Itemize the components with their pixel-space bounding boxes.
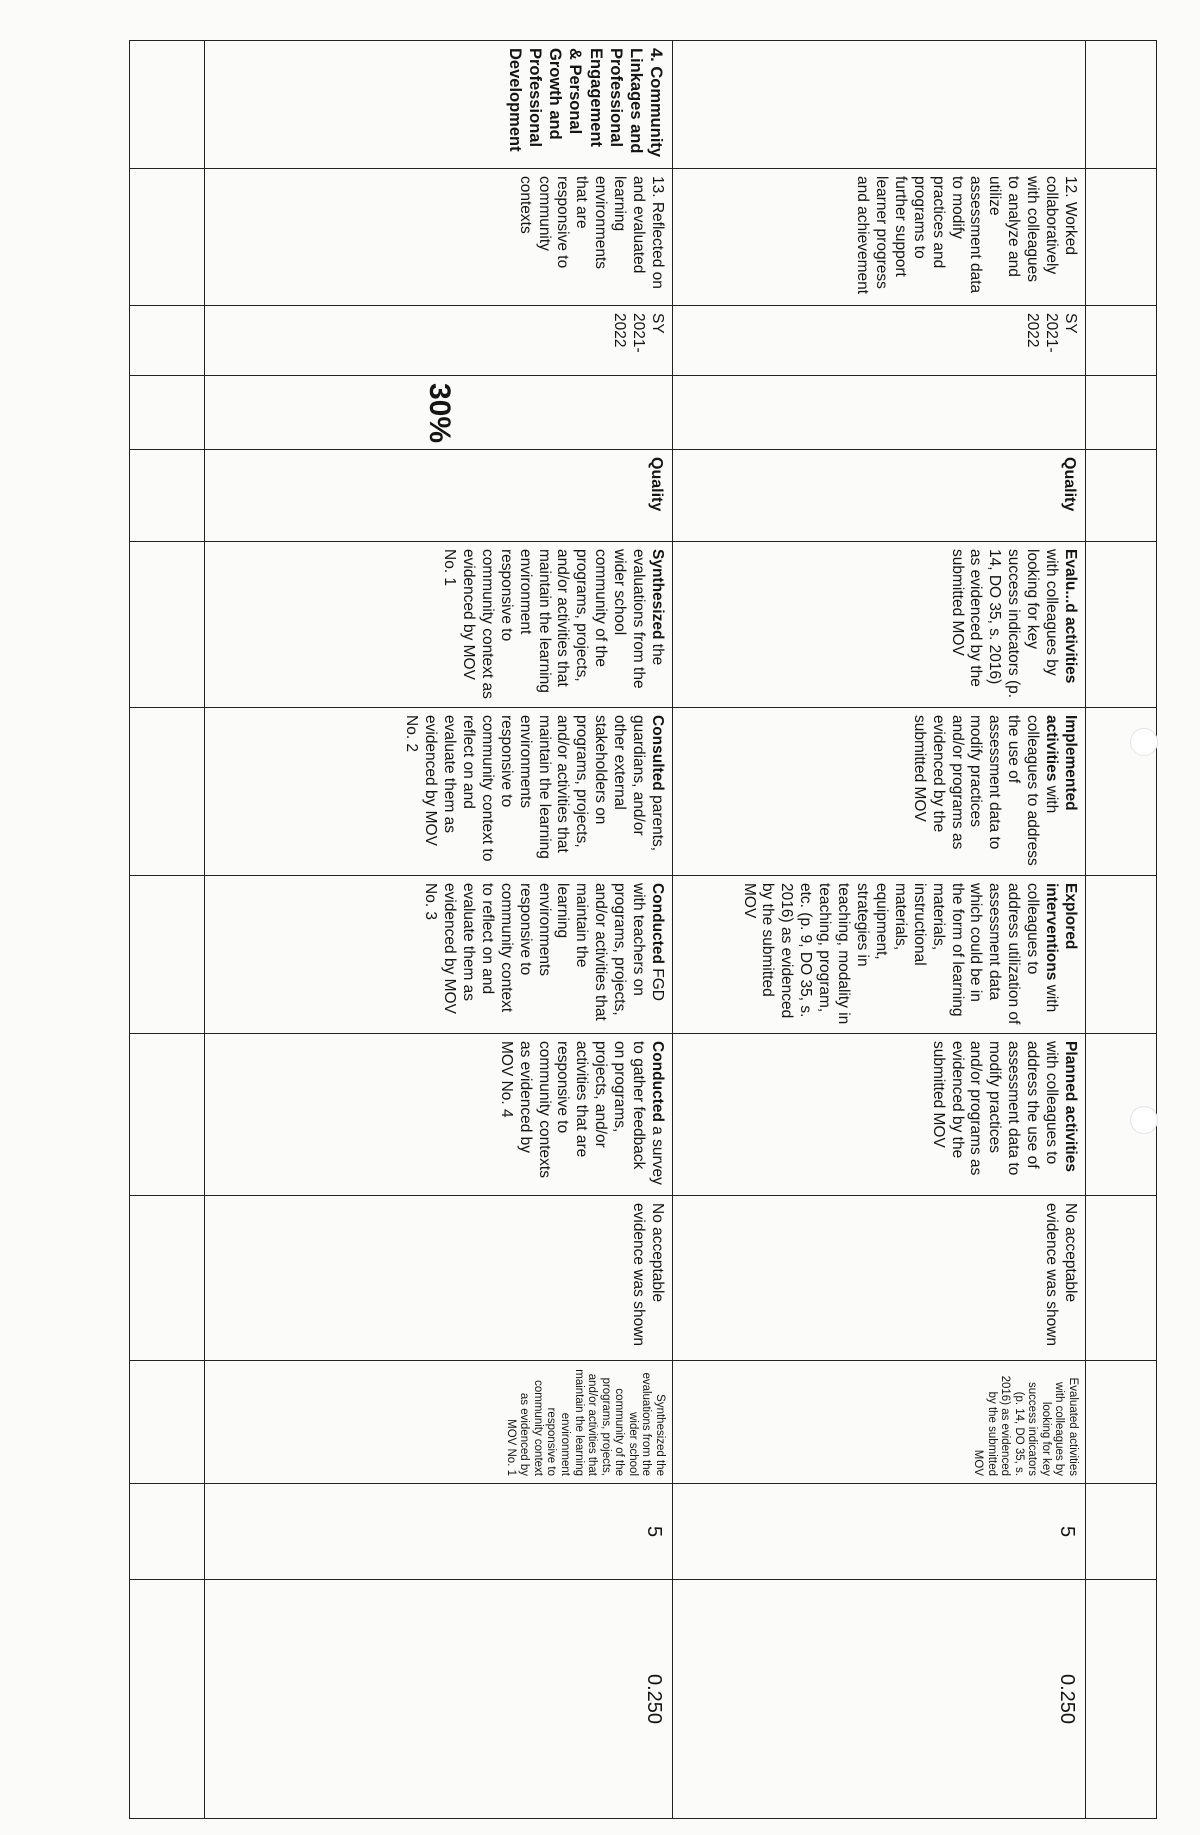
blank-cell — [130, 169, 205, 306]
level3-lead: Conducted — [649, 883, 666, 964]
rating-cell: 5 — [673, 1484, 1086, 1580]
table-row-bottom — [130, 41, 205, 1819]
level4-text: with colleagues to address the use of assessment data to modify practices and/or programs as evidenced by the submitted MOV — [910, 715, 1061, 866]
level1-cell: No acceptable evidence was shown — [673, 1196, 1086, 1361]
level2-text: a survey to gather feedback on programs, projects, and/or activities that are responsive to community contexts as evidenced by MOV No. 4 — [497, 1041, 666, 1185]
punch-hole-mark — [1130, 1106, 1158, 1134]
blank-cell — [1086, 41, 1157, 169]
blank-cell — [1086, 542, 1157, 708]
blank-cell — [1086, 1484, 1157, 1580]
level2-cell — [673, 1034, 1086, 1196]
ipcrf-table-sheet — [182, 40, 1157, 1818]
level2-text: with colleagues to address the use of assessment data to modify practices and/or programs as evidenced by the submitted MOV — [929, 1041, 1061, 1176]
level3-cell — [205, 876, 673, 1034]
blank-cell — [1086, 376, 1157, 450]
level2-lead: Planned activities — [1062, 1041, 1079, 1172]
level5-text: with colleagues by looking for key success indicators (p. 14, DO 35, s. 2016) as evidenced by the submitted MOV — [948, 549, 1061, 699]
dimension-cell: Quality — [205, 450, 673, 542]
score-cell: 0.250 — [205, 1580, 673, 1819]
kra-cell — [673, 41, 1086, 169]
dimension-cell: Quality — [673, 450, 1086, 542]
level4-cell — [673, 708, 1086, 876]
weight-cell: 30% — [205, 376, 673, 450]
level3-lead: Explored interventions — [1043, 883, 1079, 981]
blank-cell — [1086, 450, 1157, 542]
blank-cell — [130, 1580, 205, 1819]
blank-cell — [130, 542, 205, 708]
table-row-objective-12 — [673, 41, 1086, 1819]
level1-cell: No acceptable evidence was shown — [205, 1196, 673, 1361]
level2-lead: Conducted — [649, 1041, 666, 1122]
blank-cell — [130, 1196, 205, 1361]
blank-cell — [130, 41, 205, 169]
kra-cell: 4. Community Linkages and Professional Engagement & Personal Growth and Professional Development — [205, 41, 673, 169]
score-cell: 0.250 — [673, 1580, 1086, 1819]
blank-cell — [1086, 306, 1157, 376]
objective-cell: 13. Reflected on and evaluated learning environments that are responsive to community contexts — [205, 169, 673, 306]
blank-cell — [1086, 1580, 1157, 1819]
blank-cell — [130, 376, 205, 450]
level5-cell — [205, 542, 673, 708]
blank-cell — [130, 876, 205, 1034]
blank-cell — [130, 306, 205, 376]
level4-lead: Implemented activities — [1043, 715, 1079, 811]
blank-cell — [130, 450, 205, 542]
actual-result-cell: Evaluated activities with colleagues by looking for key success indicators (p. 14, DO 35, s. 2016) as evidenced by the submitted MOV — [673, 1361, 1086, 1484]
level3-text: with colleagues to address utilization of assessment data which could be in the form of learning materials, instructional materials, equipment, strategies in teaching, modality in teaching, program, etc. (p. 9, DO 35, s. 2016) as evidenced by the submitted MOV — [740, 883, 1061, 1025]
blank-cell — [1086, 1361, 1157, 1484]
level5-cell — [673, 542, 1086, 708]
level5-lead: Evalu...d activities — [1062, 549, 1079, 684]
timeline-cell: SY 2021-2022 — [673, 306, 1086, 376]
level3-text: FGD with teachers on programs, projects, and/or activities that maintain the learning environments responsive to community context to reflect on and evaluate them as evidenced by MOV No. 3 — [422, 883, 666, 1021]
timeline-cell: SY 2021-2022 — [205, 306, 673, 376]
blank-cell — [130, 1484, 205, 1580]
blank-cell — [1086, 876, 1157, 1034]
blank-cell — [130, 1361, 205, 1484]
table-row-objective-13 — [205, 41, 673, 1819]
actual-result-cell: Synthesized the evaluations from the wider school community of the programs, projects, and/or activities that maintain the learning environment responsive to community context as evidenced by MOV No. 1 — [205, 1361, 673, 1484]
blank-cell — [1086, 1196, 1157, 1361]
rating-cell: 5 — [205, 1484, 673, 1580]
level3-cell — [673, 876, 1086, 1034]
punch-hole-mark — [1130, 728, 1158, 756]
performance-table — [129, 40, 1157, 1819]
level5-lead: Synthesized — [649, 549, 666, 640]
level4-lead: Consulted — [649, 715, 666, 791]
level4-cell — [205, 708, 673, 876]
level4-text: parents, guardians, and/or other external stakeholders on programs, projects, and/or activities that maintain the learning environments responsive to community context to reflect on and evaluate them as evidenced by MOV No. 2 — [403, 715, 666, 862]
weight-cell — [673, 376, 1086, 450]
blank-cell — [130, 708, 205, 876]
table-row-top — [1086, 41, 1157, 1819]
level2-cell — [205, 1034, 673, 1196]
level5-text: the evaluations from the wider school community of the programs, projects, and/or activities that maintain the learning environment responsive to community context as evidenced by MOV No. 1 — [441, 549, 666, 699]
blank-cell — [130, 1034, 205, 1196]
blank-cell — [1086, 169, 1157, 306]
objective-cell: 12. Worked collaboratively with colleagues to analyze and utilize assessment data to modify practices and programs to further support learner progress and achievement — [673, 169, 1086, 306]
